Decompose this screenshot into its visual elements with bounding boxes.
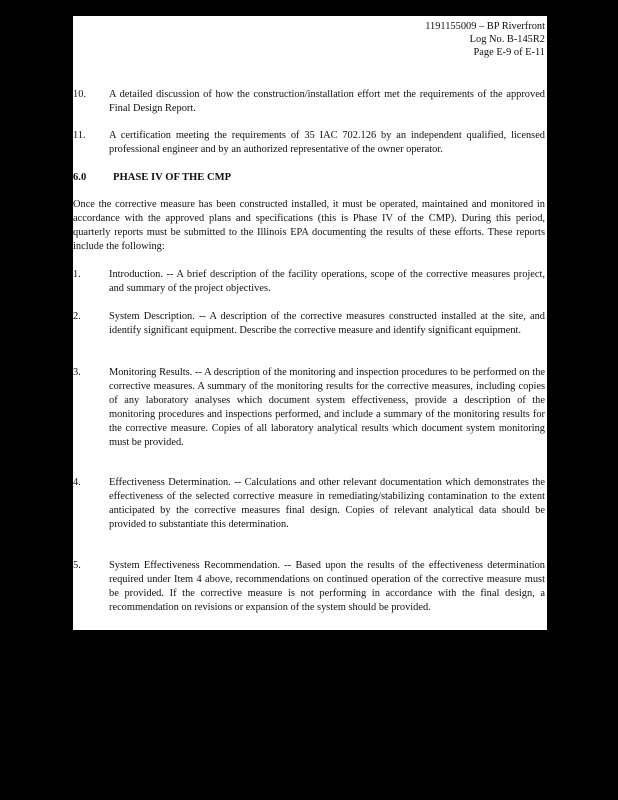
list-item (73, 268, 547, 296)
list-item (73, 559, 547, 629)
list-item-number: 5. (73, 560, 81, 571)
list-item-number: 11. (73, 130, 86, 141)
list-item-text: Effectiveness Determination. -- Calculations and other relevant documentation which demonstrates the effectiveness of the selected corrective measure in remediating/stabilizing contamination to the extent anticipated by the corrective measures final design. Copies of relevant analytical data should be provided to substantiate this determination. (109, 477, 545, 530)
list-item-number: 1. (73, 269, 81, 280)
list-item-number: 4. (73, 477, 81, 488)
list-item-text: System Description. -- A description of the corrective measures constructed installed at the site, and identify significant equipment. Describe the corrective measure and identify significant equipment. (109, 311, 545, 336)
section-heading (73, 172, 232, 183)
list-item-text: A detailed discussion of how the construction/installation effort met the requirements of the approved Final Design Report. (109, 89, 545, 114)
list-item (73, 129, 547, 157)
list-item-text: Introduction. -- A brief description of the facility operations, scope of the corrective measures project, and summary of the project objectives. (109, 269, 545, 294)
list-item-text: Monitoring Results. -- A description of the monitoring and inspection procedures to be performed on the corrective measures. A summary of the monitoring results for the corrective measures, including copies of any laboratory analyses which document system effectiveness, provide a description of the monitoring procedures and inspections performed, and include a summary of the monitoring results for the corrective measure. Copies of all laboratory analytical results which document system monitoring must be provided. (109, 367, 545, 448)
list-item-text: A certification meeting the requirements of 35 IAC 702.126 by an independent qualified, licensed professional engineer and by an authorized representative of the owner operator. (109, 130, 545, 155)
document-page (73, 16, 547, 630)
list-item-number: 10. (73, 89, 86, 100)
header-project-id: 1191155009 – BP Riverfront (425, 21, 545, 32)
list-item-text: System Effectiveness Recommendation. -- Based upon the results of the effectiveness determination required under Item 4 above, recommendations on continued operation of the corrective measure must be provided. If the corrective measure is not performing in accordance with the final design, a recommendation on revisions or expansion of the system should be provided. (109, 560, 545, 613)
list-item (73, 88, 547, 116)
list-item (73, 476, 547, 546)
list-item (73, 366, 547, 464)
section-number: 6.0 (73, 172, 87, 183)
section-intro-paragraph: Once the corrective measure has been constructed installed, it must be operated, maintained and monitored in accordance with the approved plans and specifications (this is Phase IV of the CMP). During this period, quarterly reports must be submitted to the Illinois EPA documenting the results of these efforts. These reports include the following: (73, 199, 545, 252)
header-log-number: Log No. B-145R2 (469, 34, 545, 45)
list-item (73, 310, 547, 352)
list-item-number: 3. (73, 367, 81, 378)
list-item-number: 2. (73, 311, 81, 322)
page-header (425, 20, 545, 59)
section-title: PHASE IV OF THE CMP (113, 172, 232, 183)
header-page-number: Page E-9 of E-11 (473, 47, 545, 58)
